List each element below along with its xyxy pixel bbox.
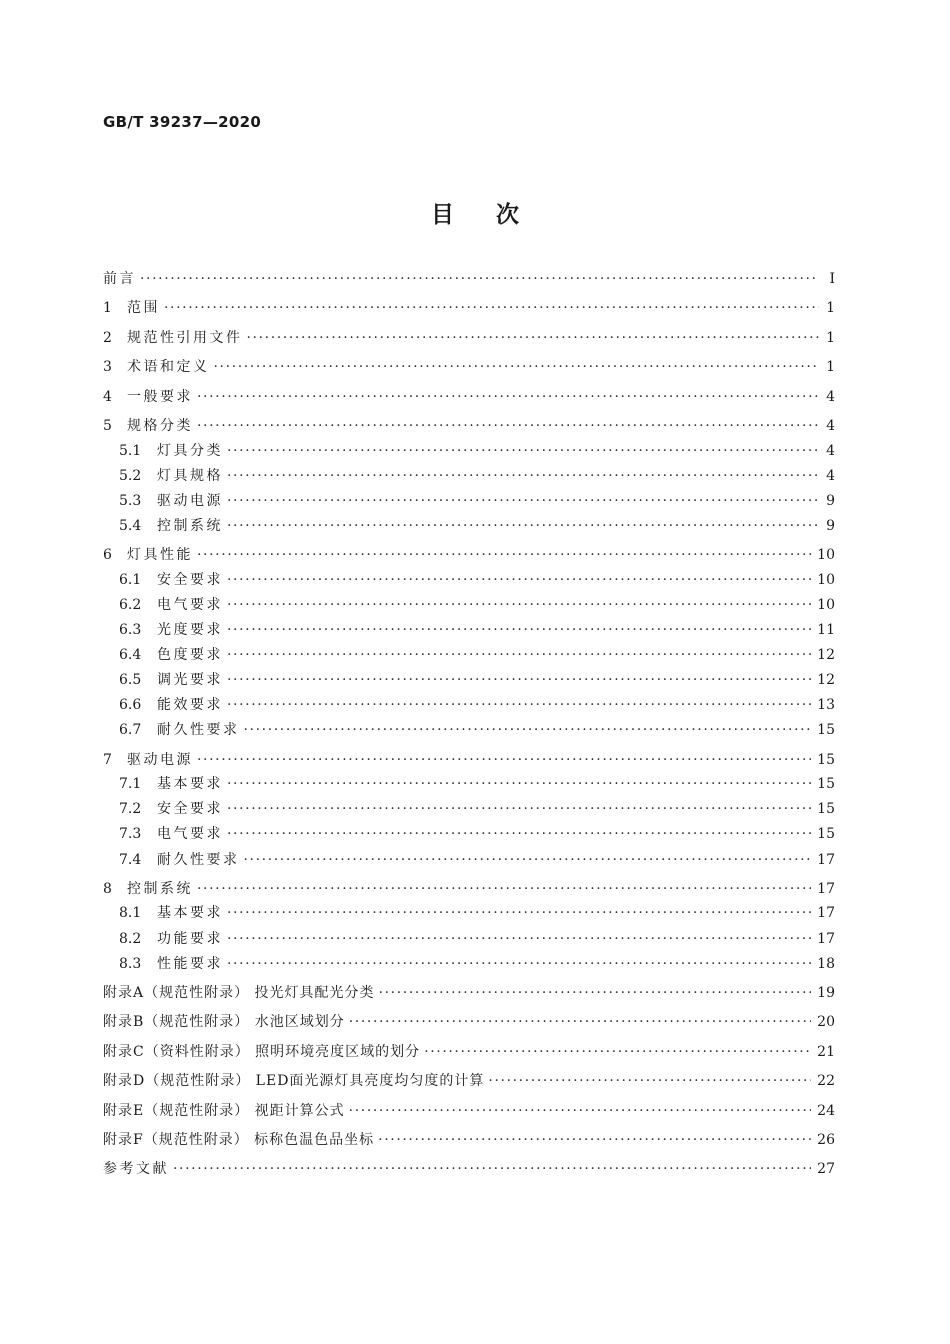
- toc-entry-label: 安全要求: [157, 571, 223, 588]
- toc-entry-number: 7.2: [119, 801, 142, 818]
- toc-entry-label: 基本要求: [157, 905, 223, 922]
- toc-entry[interactable]: [103, 442, 835, 460]
- toc-entry-page: 15: [817, 826, 835, 843]
- toc-entry-page: 1: [826, 329, 835, 346]
- toc-dot-leader: [227, 930, 811, 948]
- toc-entry-label: 控制系统: [157, 517, 223, 534]
- toc-dot-leader: [164, 299, 819, 317]
- toc-entry[interactable]: [103, 621, 835, 639]
- toc-entry[interactable]: [103, 571, 835, 589]
- toc-dot-leader: [197, 546, 811, 564]
- toc-entry[interactable]: [103, 1102, 835, 1120]
- toc-entry[interactable]: [103, 299, 835, 317]
- toc-dot-leader: [378, 1131, 811, 1149]
- toc-entry-number: 7.3: [119, 826, 142, 843]
- toc-dot-leader: [227, 571, 811, 589]
- toc-entry-number: 5: [103, 418, 112, 434]
- toc-entry[interactable]: [103, 984, 835, 1002]
- toc-entry[interactable]: [103, 930, 835, 948]
- toc-entry[interactable]: [103, 696, 835, 714]
- toc-entry-label: 光度要求: [157, 621, 223, 638]
- toc-entry[interactable]: [103, 1043, 835, 1061]
- toc-entry-page: 15: [817, 776, 835, 793]
- toc-entry-label: 范围: [127, 300, 160, 317]
- toc-entry-page: 4: [826, 467, 835, 484]
- toc-entry-number: 1: [103, 300, 112, 317]
- toc-entry-label: 安全要求: [157, 801, 223, 818]
- toc-entry-label: 调光要求: [157, 672, 223, 689]
- page-title-char2: 次: [496, 202, 519, 228]
- toc-entry-label: 灯具规格: [157, 467, 223, 484]
- toc-dot-leader: [227, 955, 811, 973]
- toc-entry-label: 耐久性要求: [157, 722, 240, 739]
- toc-entry-label: 灯具分类: [157, 442, 223, 459]
- toc-entry-number: 5.1: [119, 442, 142, 459]
- toc-entry-label: 基本要求: [157, 776, 223, 793]
- toc-entry[interactable]: [103, 775, 835, 793]
- toc-entry-page: 11: [817, 621, 835, 638]
- toc-entry-label: 规格分类: [127, 418, 193, 434]
- toc-dot-leader: [197, 751, 811, 769]
- toc-entry[interactable]: [103, 596, 835, 614]
- toc-entry-page: 13: [817, 697, 835, 714]
- toc-dot-leader: [379, 984, 812, 1002]
- toc-entry[interactable]: [103, 904, 835, 922]
- toc-entry-label: 附录C（资料性附录） 照明环境亮度区域的划分: [103, 1043, 421, 1060]
- toc-entry-page: Ⅰ: [829, 271, 835, 287]
- toc-entry-number: 4: [103, 388, 112, 405]
- toc-entry-page: 10: [817, 547, 835, 564]
- standard-code: GB/T 39237—2020: [103, 113, 262, 131]
- toc-entry-number: 5.3: [119, 492, 142, 509]
- page-title-char1: 目: [431, 202, 454, 228]
- toc-entry-number: 6.5: [119, 672, 142, 689]
- toc-entry-number: 8.2: [119, 930, 142, 947]
- toc-entry-label: 驱动电源: [157, 492, 223, 509]
- toc-dot-leader: [227, 442, 819, 460]
- toc-entry[interactable]: [103, 880, 835, 898]
- toc-dot-leader: [244, 721, 812, 739]
- toc-entry-label: 灯具性能: [127, 547, 193, 564]
- toc-dot-leader: [227, 492, 819, 510]
- toc-dot-leader: [488, 1072, 811, 1090]
- toc-entry-label: 附录E（规范性附录） 视距计算公式: [103, 1102, 345, 1119]
- toc-entry[interactable]: [103, 1072, 835, 1090]
- toc-entry[interactable]: [103, 851, 835, 869]
- toc-dot-leader: [197, 388, 819, 406]
- toc-entry-page: 17: [817, 930, 835, 947]
- toc-entry-label: 电气要求: [157, 826, 223, 843]
- toc-entry-number: 5.4: [119, 517, 142, 534]
- toc-entry-number: 6.6: [119, 697, 142, 714]
- toc-entry-number: 2: [103, 329, 112, 346]
- toc-entry[interactable]: [103, 800, 835, 818]
- toc-entry-label: 功能要求: [157, 930, 223, 947]
- toc-entry-number: 6.3: [119, 621, 142, 638]
- toc-entry-number: 6: [103, 547, 112, 564]
- toc-dot-leader: [227, 671, 811, 689]
- toc-entry-number: 5.2: [119, 467, 142, 484]
- toc-entry-label: 前言: [103, 271, 136, 287]
- toc-entry[interactable]: [103, 955, 835, 973]
- toc-entry-label: 附录F（规范性附录） 标称色温色品坐标: [103, 1132, 375, 1148]
- toc-entry-page: 15: [817, 722, 835, 739]
- toc-entry-page: 15: [817, 801, 835, 818]
- toc-dot-leader: [227, 904, 811, 922]
- page-title: [0, 196, 950, 229]
- toc-entry-number: 7.4: [119, 851, 142, 868]
- toc-entry-page: 9: [826, 492, 835, 509]
- toc-entry-page: 4: [826, 388, 835, 405]
- toc-entry-label: 参考文献: [103, 1161, 169, 1178]
- toc-entry[interactable]: [103, 417, 835, 435]
- toc-entry-label: 一般要求: [127, 388, 193, 405]
- toc-entry-label: 控制系统: [127, 880, 193, 897]
- toc-entry-label: 耐久性要求: [157, 851, 240, 868]
- toc-dot-leader: [227, 517, 819, 535]
- toc-entry-page: 20: [817, 1014, 835, 1031]
- toc-dot-leader: [173, 1160, 811, 1178]
- toc-dot-leader: [227, 800, 811, 818]
- toc-entry-label: 驱动电源: [127, 751, 193, 768]
- toc-entry-number: 6.4: [119, 647, 142, 663]
- toc-entry-page: 26: [817, 1132, 835, 1148]
- toc-entry[interactable]: [103, 546, 835, 564]
- toc-entry[interactable]: [103, 517, 835, 535]
- toc-dot-leader: [349, 1102, 812, 1120]
- toc-dot-leader: [244, 851, 812, 869]
- toc-entry-number: 6.2: [119, 596, 142, 613]
- toc-entry-page: 1: [826, 359, 835, 376]
- toc-entry-page: 17: [817, 880, 835, 897]
- toc-entry-label: 电气要求: [157, 596, 223, 613]
- toc-entry[interactable]: [103, 329, 835, 347]
- toc-dot-leader: [424, 1043, 811, 1061]
- toc-dot-leader: [197, 417, 819, 435]
- toc-dot-leader: [227, 775, 811, 793]
- toc-entry[interactable]: [103, 646, 835, 664]
- toc-entry-page: 15: [817, 751, 835, 768]
- toc-dot-leader: [227, 696, 811, 714]
- toc-dot-leader: [227, 646, 811, 664]
- toc-entry-label: 附录B（规范性附录） 水池区域划分: [103, 1014, 345, 1031]
- toc-entry-label: 能效要求: [157, 697, 223, 714]
- toc-entry[interactable]: [103, 358, 835, 376]
- toc-dot-leader: [140, 270, 819, 288]
- toc-entry-page: 9: [826, 517, 835, 534]
- toc-entry-label: 性能要求: [157, 955, 223, 972]
- toc-dot-leader: [197, 880, 811, 898]
- toc-entry-number: 6.1: [119, 571, 142, 588]
- toc-entry[interactable]: [103, 751, 835, 769]
- toc-entry-number: 7.1: [119, 776, 142, 793]
- toc-dot-leader: [227, 467, 819, 485]
- toc-entry-page: 1: [826, 300, 835, 317]
- toc-entry-page: 10: [817, 596, 835, 613]
- toc-entry-number: 8.1: [119, 905, 142, 922]
- toc-entry-page: 12: [817, 647, 835, 663]
- toc-dot-leader: [349, 1013, 811, 1031]
- toc-entry-label: 附录A（规范性附录） 投光灯具配光分类: [103, 985, 375, 1001]
- toc-entry[interactable]: [103, 270, 835, 288]
- toc-entry-label: 规范性引用文件: [127, 329, 243, 346]
- toc-entry-page: 17: [817, 851, 835, 868]
- toc-entry[interactable]: [103, 492, 835, 510]
- toc-entry-number: 7: [103, 751, 112, 768]
- toc-dot-leader: [247, 329, 820, 347]
- toc-entry-page: 22: [817, 1073, 835, 1090]
- toc-entry-page: 17: [817, 905, 835, 922]
- toc-entry-number: 3: [103, 359, 112, 376]
- toc-entry-number: 8.3: [119, 955, 142, 972]
- toc-dot-leader: [227, 825, 811, 843]
- toc-entry-page: 27: [817, 1161, 835, 1178]
- toc-entry[interactable]: [103, 1160, 835, 1178]
- toc-entry-label: 术语和定义: [127, 359, 210, 376]
- toc-entry[interactable]: [103, 721, 835, 739]
- toc-entry-page: 24: [817, 1102, 835, 1119]
- toc-entry-label: 色度要求: [157, 647, 223, 663]
- toc-entry-label: 附录D（规范性附录） LED面光源灯具亮度均匀度的计算: [103, 1073, 485, 1090]
- toc-entry-page: 10: [817, 571, 835, 588]
- toc-entry-number: 8: [103, 880, 112, 897]
- toc-entry-page: 4: [826, 442, 835, 459]
- toc-entry-page: 18: [817, 955, 835, 972]
- toc-dot-leader: [227, 596, 811, 614]
- toc-entry[interactable]: [103, 1131, 835, 1149]
- toc-dot-leader: [227, 621, 811, 639]
- toc-entry[interactable]: [103, 467, 835, 485]
- toc-entry-page: 19: [817, 985, 835, 1001]
- toc-entry-page: 21: [817, 1043, 835, 1060]
- toc-entry[interactable]: [103, 388, 835, 406]
- toc-entry-number: 6.7: [119, 722, 142, 739]
- toc-entry[interactable]: [103, 825, 835, 843]
- toc-dot-leader: [214, 358, 820, 376]
- toc-entry[interactable]: [103, 671, 835, 689]
- toc-entry-page: 12: [817, 672, 835, 689]
- toc-entry[interactable]: [103, 1013, 835, 1031]
- toc-entry-page: 4: [826, 418, 835, 434]
